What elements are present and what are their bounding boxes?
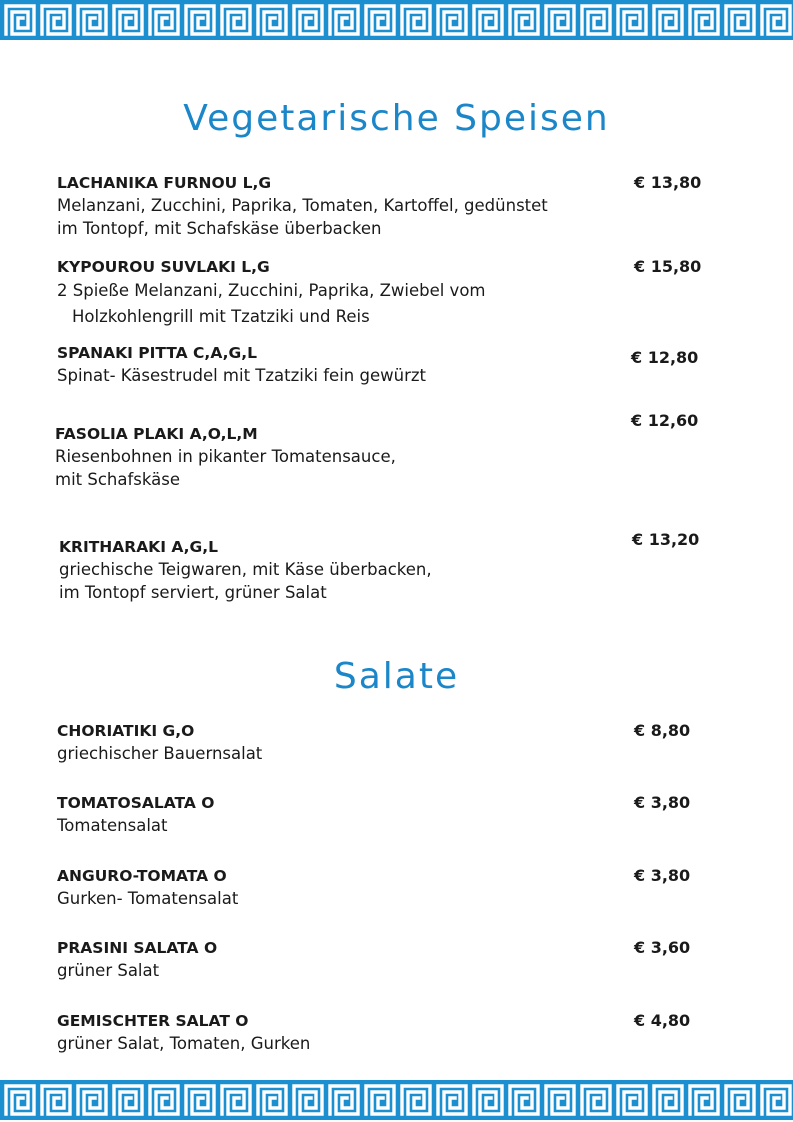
- menu-item-tomatosalata: [57, 792, 214, 837]
- item-description: grüner Salat: [57, 961, 160, 980]
- section-title-vegetarian: Vegetarische Speisen: [183, 98, 610, 139]
- item-description: griechischer Bauernsalat: [57, 744, 263, 763]
- item-description: Gurken- Tomatensalat: [57, 889, 239, 908]
- item-price: € 13,20: [632, 530, 700, 549]
- item-price: € 13,80: [634, 173, 702, 192]
- item-name: LACHANIKA FURNOU L,G: [57, 174, 272, 192]
- item-name: CHORIATIKI G,O: [57, 722, 195, 740]
- item-name: PRASINI SALATA O: [57, 939, 218, 957]
- section-title-salads: Salate: [333, 656, 460, 697]
- menu-item-fasolia: [55, 423, 396, 491]
- menu-item-gemischter-salat: [57, 1010, 310, 1055]
- menu-item-prasini-salata: [57, 937, 217, 982]
- item-description: griechische Teigwaren, mit Käse überbacken, im Tontopf serviert, grüner Salat: [59, 560, 432, 602]
- menu-item-spanaki: [57, 342, 426, 387]
- item-price: € 15,80: [634, 257, 702, 276]
- item-price: € 3,80: [634, 793, 691, 812]
- item-price: € 8,80: [634, 721, 691, 740]
- item-name: KYPOUROU SUVLAKI L,G: [57, 258, 270, 276]
- item-name: SPANAKI PITTA C,A,G,L: [57, 344, 257, 362]
- item-price: € 4,80: [634, 1011, 691, 1030]
- menu-item-lachanika: [57, 172, 548, 240]
- greek-key-border-top: [0, 0, 793, 40]
- item-description: Tomatensalat: [57, 816, 168, 835]
- item-description: Melanzani, Zucchini, Paprika, Tomaten, Kartoffel, gedünstet im Tontopf, mit Schafskäse überbacken: [57, 196, 548, 238]
- menu-item-kypourou: [57, 256, 485, 330]
- item-description-continued: Holzkohlengrill mit Tzatziki und Reis: [72, 307, 370, 326]
- item-description: 2 Spieße Melanzani, Zucchini, Paprika, Zwiebel vom: [57, 281, 486, 300]
- greek-key-border-bottom: [0, 1080, 793, 1120]
- item-description: Spinat- Käsestrudel mit Tzatziki fein gewürzt: [57, 366, 426, 385]
- menu-item-kritharaki: [59, 536, 432, 604]
- item-price: € 3,60: [634, 938, 691, 957]
- item-name: TOMATOSALATA O: [57, 794, 215, 812]
- menu-item-anguro-tomata: [57, 865, 238, 910]
- item-name: GEMISCHTER SALAT O: [57, 1012, 249, 1030]
- item-name: ANGURO-TOMATA O: [57, 867, 227, 885]
- item-name: KRITHARAKI A,G,L: [59, 538, 219, 556]
- item-description: grüner Salat, Tomaten, Gurken: [57, 1034, 311, 1053]
- item-price: € 3,80: [634, 866, 691, 885]
- menu-item-choriatiki: [57, 720, 262, 765]
- item-price: € 12,80: [631, 348, 699, 367]
- item-description: Riesenbohnen in pikanter Tomatensauce, mit Schafskäse: [55, 447, 396, 489]
- item-price: € 12,60: [631, 411, 699, 430]
- item-name: FASOLIA PLAKI A,O,L,M: [55, 425, 258, 443]
